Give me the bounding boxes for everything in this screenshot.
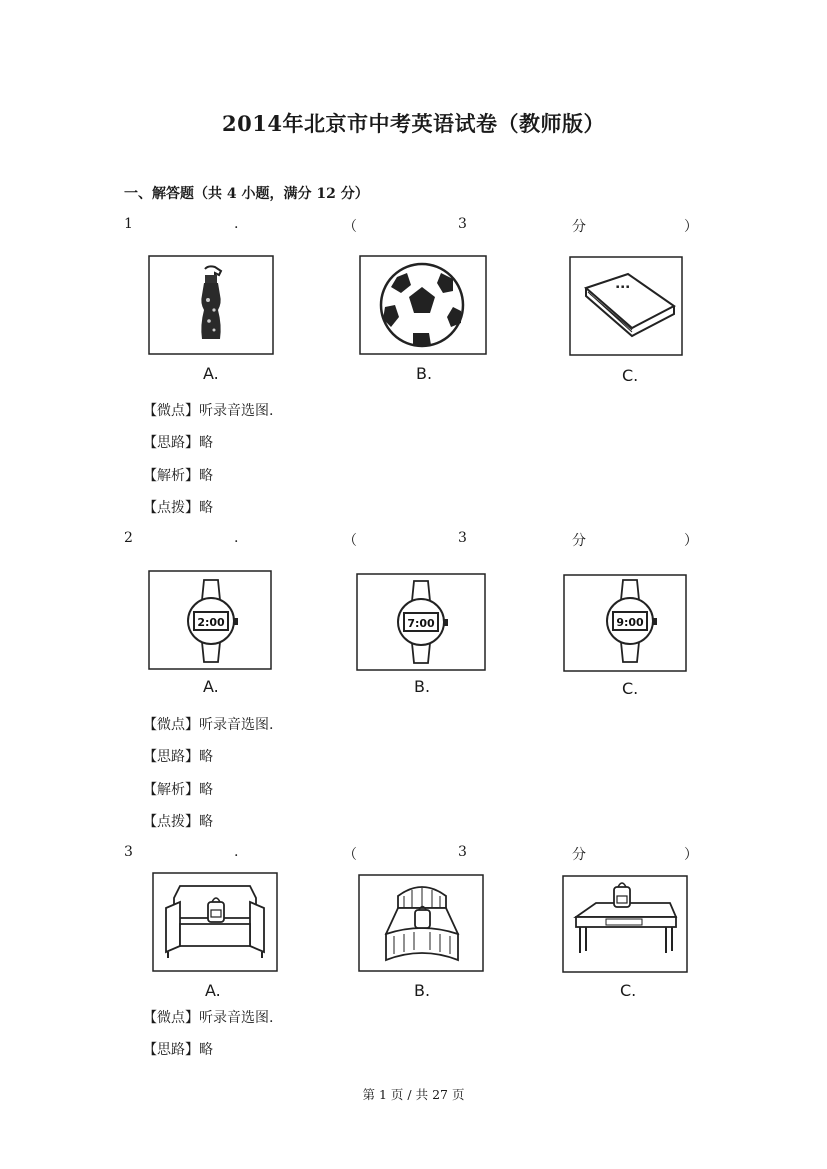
option-c-letter: C.: [622, 679, 639, 698]
option-b-letter: B.: [414, 677, 431, 696]
option-b-image: [358, 874, 484, 972]
score-close-paren: ）: [684, 219, 698, 235]
question-dot: .: [234, 844, 239, 860]
option-c-letter: C.: [622, 366, 639, 385]
option-b-image: [359, 255, 487, 355]
question-number: 2: [124, 530, 133, 546]
water-bottle-icon: [148, 255, 274, 355]
watch-icon: [563, 574, 687, 672]
score-open-paren: （: [343, 847, 357, 863]
note-silu: 【思路】略: [143, 1042, 213, 1058]
note-jiexi: 【解析】略: [143, 782, 213, 798]
note-dianbo: 【点拨】略: [143, 814, 213, 830]
book-icon: [566, 256, 686, 358]
score-open-paren: （: [343, 533, 357, 549]
note-silu: 【思路】略: [143, 435, 213, 451]
option-b-letter: B.: [414, 981, 431, 1000]
score-value: 3: [458, 530, 467, 546]
document-title: 2014年北京市中考英语试卷（教师版）: [222, 111, 605, 136]
watch-time: 2:00: [197, 616, 225, 629]
score-unit: 分: [572, 219, 586, 235]
score-value: 3: [458, 844, 467, 860]
option-a-image: [152, 872, 278, 972]
section-heading: 一、解答题（共 4 小题，满分 12 分）: [124, 186, 369, 202]
note-weidian: 【微点】听录音选图.: [143, 717, 274, 733]
option-c-image: [563, 574, 687, 672]
score-close-paren: ）: [684, 533, 698, 549]
score-unit: 分: [572, 533, 586, 549]
option-a-image: [148, 570, 272, 670]
option-b-letter: B.: [416, 364, 433, 383]
note-silu: 【思路】略: [143, 749, 213, 765]
option-a-image: [148, 255, 274, 355]
bed-with-bag-icon: [358, 874, 484, 972]
football-icon: [359, 255, 487, 355]
page-footer: 第 1 页 / 共 27 页: [362, 1087, 465, 1102]
watch-time: 7:00: [407, 617, 435, 630]
option-c-image: [562, 875, 688, 973]
note-jiexi: 【解析】略: [143, 468, 213, 484]
note-weidian: 【微点】听录音选图.: [143, 403, 274, 419]
score-open-paren: （: [343, 219, 357, 235]
question-dot: .: [234, 530, 239, 546]
option-b-image: [356, 573, 486, 671]
note-dianbo: 【点拨】略: [143, 500, 213, 516]
option-a-letter: A.: [203, 364, 219, 383]
option-a-letter: A.: [205, 981, 221, 1000]
score-value: 3: [458, 216, 467, 232]
watch-icon: [148, 570, 272, 670]
question-number: 1: [124, 216, 133, 232]
svg-text:▪ ▪ ▪: ▪ ▪ ▪: [616, 284, 630, 290]
score-close-paren: ）: [684, 847, 698, 863]
sofa-with-bag-icon: [152, 872, 278, 972]
option-a-letter: A.: [203, 677, 219, 696]
note-weidian: 【微点】听录音选图.: [143, 1010, 274, 1026]
watch-icon: [356, 573, 486, 671]
watch-time: 9:00: [616, 616, 644, 629]
option-c-letter: C.: [620, 981, 637, 1000]
table-with-bag-icon: [562, 875, 688, 973]
score-unit: 分: [572, 847, 586, 863]
question-number: 3: [124, 844, 133, 860]
question-dot: .: [234, 216, 239, 232]
option-c-image: [566, 256, 686, 358]
